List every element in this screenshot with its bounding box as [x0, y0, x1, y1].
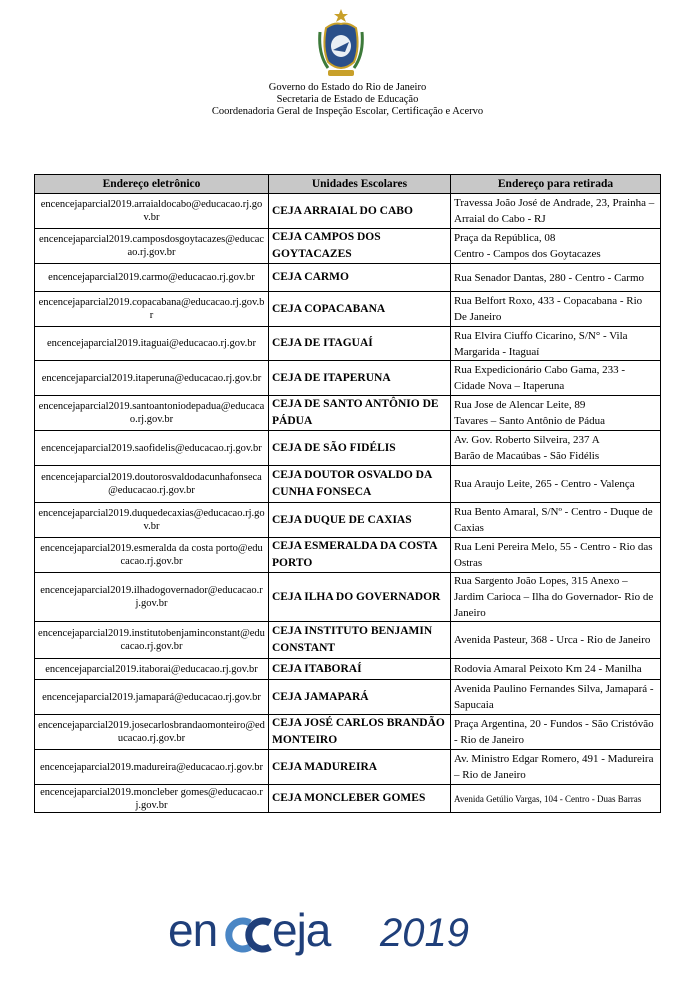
school-email: encencejaparcial2019.camposdosgoytacazes@educacao.rj.gov.br — [35, 229, 269, 264]
table-row — [35, 573, 661, 622]
school-name: CEJA CAMPOS DOS GOYTACAZES — [269, 229, 451, 264]
school-email: encencejaparcial2019.itaborai@educacao.rj.gov.br — [35, 659, 269, 680]
pickup-address: Avenida Pasteur, 368 - Urca - Rio de Janeiro — [451, 622, 661, 659]
pickup-address: Av. Ministro Edgar Romero, 491 - Madureira – Rio de Janeiro — [451, 750, 661, 785]
table-row — [35, 229, 661, 264]
school-name: CEJA MADUREIRA — [269, 750, 451, 785]
school-email: encencejaparcial2019.santoantoniodepadua@educacao.rj.gov.br — [35, 396, 269, 431]
pickup-address: Rua Jose de Alencar Leite, 89 Tavares – Santo Antônio de Pádua — [451, 396, 661, 431]
school-email: encencejaparcial2019.moncleber gomes@educacao.rj.gov.br — [35, 785, 269, 813]
school-name: CEJA ITABORAÍ — [269, 659, 451, 680]
school-name: CEJA JAMAPARÁ — [269, 680, 451, 715]
pickup-address: Av. Gov. Roberto Silveira, 237 A Barão de Macaúbas - São Fidélis — [451, 431, 661, 466]
header-coordination: Coordenadoria Geral de Inspeção Escolar, Certificação e Acervo — [211, 106, 484, 117]
school-name: CEJA CARMO — [269, 264, 451, 292]
school-name: CEJA MONCLEBER GOMES — [269, 785, 451, 813]
school-email: encencejaparcial2019.jamapará@educacao.rj.gov.br — [35, 680, 269, 715]
pickup-address: Praça Argentina, 20 - Fundos - São Cristóvão - Rio de Janeiro — [451, 715, 661, 750]
pickup-address: Travessa João José de Andrade, 23, Prainha – Arraial do Cabo - RJ — [451, 194, 661, 229]
schools-table — [34, 174, 661, 813]
table-row — [35, 622, 661, 659]
pickup-address: Rua Araujo Leite, 265 - Centro - Valença — [451, 466, 661, 503]
school-email: encencejaparcial2019.copacabana@educacao.rj.gov.br — [35, 292, 269, 327]
school-name: CEJA INSTITUTO BENJAMIN CONSTANT — [269, 622, 451, 659]
school-email: encencejaparcial2019.carmo@educacao.rj.gov.br — [35, 264, 269, 292]
school-email: encencejaparcial2019.arraialdocabo@educacao.rj.gov.br — [35, 194, 269, 229]
table-row — [35, 292, 661, 327]
table-row — [35, 361, 661, 396]
school-email: encencejaparcial2019.itaperuna@educacao.rj.gov.br — [35, 361, 269, 396]
pickup-address: Rua Leni Pereira Melo, 55 - Centro - Rio das Ostras — [451, 538, 661, 573]
state-coat-of-arms-icon — [318, 8, 364, 82]
pickup-address: Avenida Paulino Fernandes Silva, Jamapará - Sapucaia — [451, 680, 661, 715]
school-email: encencejaparcial2019.madureira@educacao.rj.gov.br — [35, 750, 269, 785]
school-name: CEJA ILHA DO GOVERNADOR — [269, 573, 451, 622]
school-name: CEJA ESMERALDA DA COSTA PORTO — [269, 538, 451, 573]
column-header-email: Endereço eletrônico — [35, 175, 269, 194]
table-row — [35, 680, 661, 715]
school-name: CEJA ARRAIAL DO CABO — [269, 194, 451, 229]
school-email: encencejaparcial2019.itaguai@educacao.rj.gov.br — [35, 327, 269, 361]
header-secretariat: Secretaria de Estado de Educação — [276, 94, 419, 105]
school-email: encencejaparcial2019.esmeralda da costa porto@educacao.rj.gov.br — [35, 538, 269, 573]
table-row — [35, 264, 661, 292]
school-email: encencejaparcial2019.josecarlosbrandaomonteiro@educacao.rj.gov.br — [35, 715, 269, 750]
encceja-2019-logo — [168, 906, 548, 960]
school-name: CEJA DE ITAPERUNA — [269, 361, 451, 396]
pickup-address: Rua Expedicionário Cabo Gama, 233 - Cidade Nova – Itaperuna — [451, 361, 661, 396]
table-row — [35, 503, 661, 538]
column-header-address: Endereço para retirada — [451, 175, 661, 194]
table-row — [35, 659, 661, 680]
school-email: encencejaparcial2019.doutorosvaldodacunhafonseca@educacao.rj.gov.br — [35, 466, 269, 503]
svg-text:eja: eja — [272, 906, 331, 956]
school-name: CEJA DE SÃO FIDÉLIS — [269, 431, 451, 466]
pickup-address: Rua Senador Dantas, 280 - Centro - Carmo — [451, 264, 661, 292]
pickup-address: Praça da República, 08 Centro - Campos dos Goytacazes — [451, 229, 661, 264]
table-row — [35, 466, 661, 503]
table-row — [35, 538, 661, 573]
pickup-address: Rua Bento Amaral, S/Nº - Centro - Duque de Caxias — [451, 503, 661, 538]
svg-text:2019: 2019 — [380, 911, 469, 955]
pickup-address: Rua Sargento João Lopes, 315 Anexo – Jardim Carioca – Ilha do Governador- Rio de Janeiro — [451, 573, 661, 622]
table-row — [35, 327, 661, 361]
table-row — [35, 750, 661, 785]
table-header-row — [35, 175, 661, 194]
pickup-address: Rodovia Amaral Peixoto Km 24 - Manilha — [451, 659, 661, 680]
school-name: CEJA DOUTOR OSVALDO DA CUNHA FONSECA — [269, 466, 451, 503]
school-email: encencejaparcial2019.ilhadogovernador@educacao.rj.gov.br — [35, 573, 269, 622]
school-name: CEJA DUQUE DE CAXIAS — [269, 503, 451, 538]
table-row — [35, 785, 661, 813]
school-email: encencejaparcial2019.saofidelis@educacao.rj.gov.br — [35, 431, 269, 466]
table-row — [35, 194, 661, 229]
school-name: CEJA DE ITAGUAÍ — [269, 327, 451, 361]
school-email: encencejaparcial2019.institutobenjaminconstant@educacao.rj.gov.br — [35, 622, 269, 659]
pickup-address: Avenida Getúlio Vargas, 104 - Centro - Duas Barras — [451, 785, 661, 813]
table-body — [35, 194, 661, 813]
table-row — [35, 715, 661, 750]
school-email: encencejaparcial2019.duquedecaxias@educacao.rj.gov.br — [35, 503, 269, 538]
svg-text:en: en — [168, 906, 218, 956]
school-name: CEJA JOSÉ CARLOS BRANDÃO MONTEIRO — [269, 715, 451, 750]
header-government: Governo do Estado do Rio de Janeiro — [268, 82, 427, 93]
table-row — [35, 396, 661, 431]
pickup-address: Rua Belfort Roxo, 433 - Copacabana - Rio De Janeiro — [451, 292, 661, 327]
column-header-school: Unidades Escolares — [269, 175, 451, 194]
school-name: CEJA DE SANTO ANTÔNIO DE PÁDUA — [269, 396, 451, 431]
pickup-address: Rua Elvira Ciuffo Cicarino, S/N° - Vila Margarida - Itaguaí — [451, 327, 661, 361]
header — [0, 82, 695, 118]
school-name: CEJA COPACABANA — [269, 292, 451, 327]
table-row — [35, 431, 661, 466]
